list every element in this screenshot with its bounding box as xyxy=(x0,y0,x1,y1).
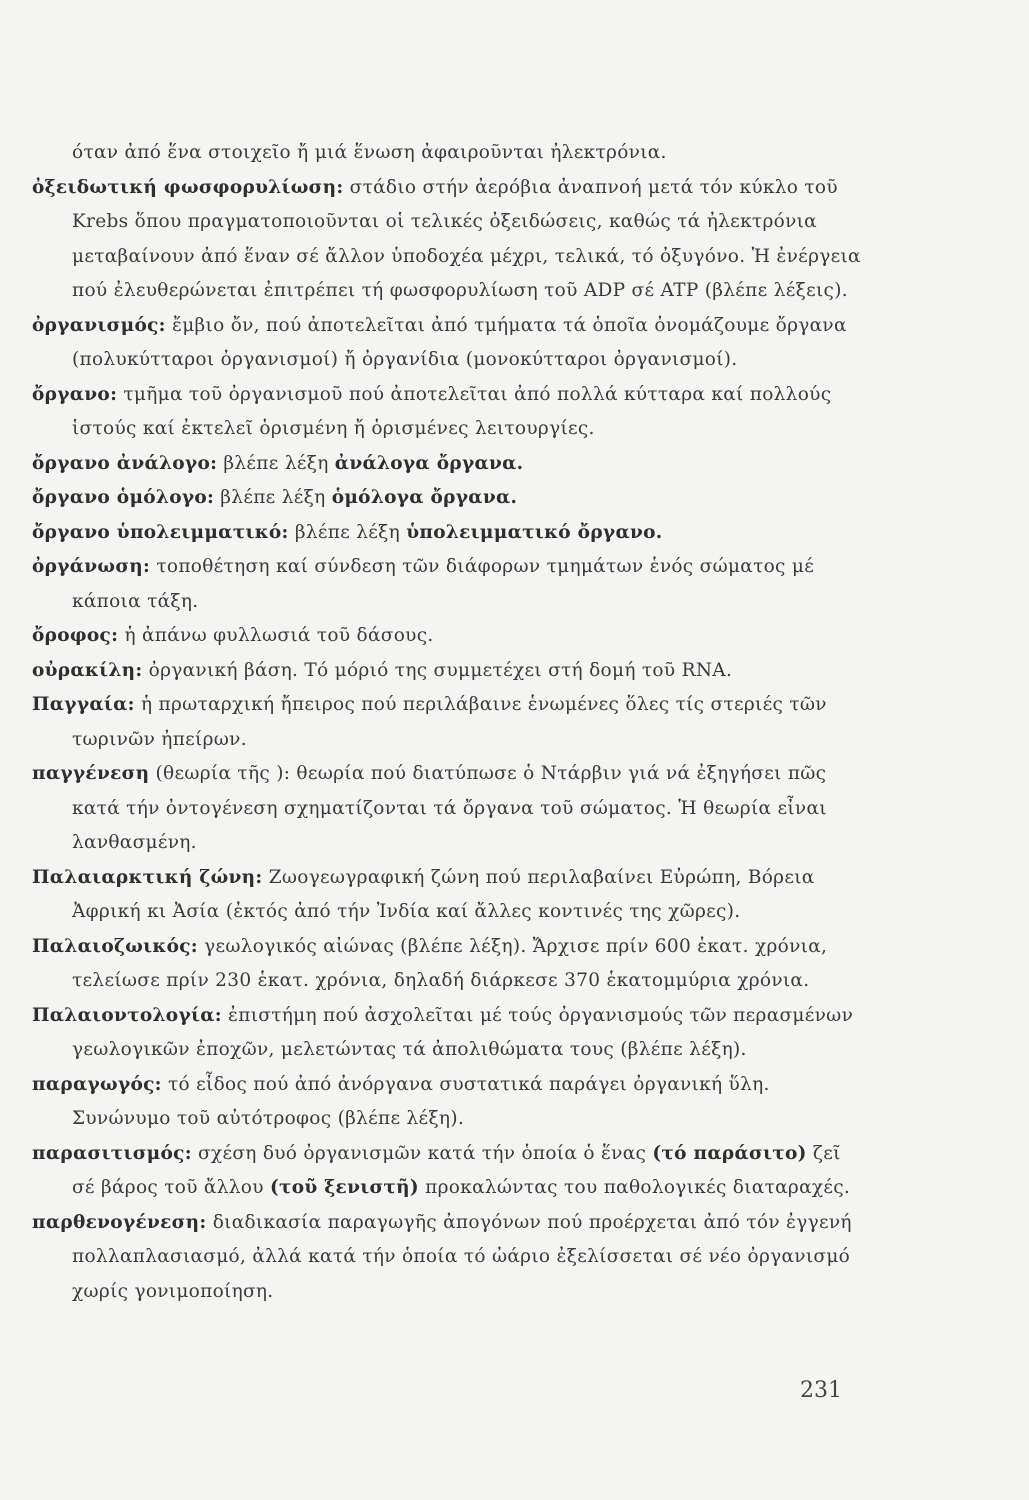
entry-definition: βλέπε λέξη xyxy=(214,487,332,508)
entry-definition: γεωλογικός αἰώνας (βλέπε λέξη). Ἄρχισε πρίν 600 ἑκατ. χρόνια, τελείωσε πρίν 230 ἑκατ. χρόνια, δηλαδή διάρκεσε 370 ἑκατομμύρια χρόνια. xyxy=(72,935,828,991)
entry-definition: ἡ ἀπάνω φυλλωσιά τοῦ δάσους. xyxy=(118,625,434,646)
glossary-entry xyxy=(32,481,862,516)
glossary-entry xyxy=(32,757,862,861)
glossary-entry xyxy=(32,930,862,999)
entry-definition: βλέπε λέξη xyxy=(217,452,335,474)
entry-term: ὀργάνωση: xyxy=(32,556,151,577)
entry-term: Παλαιοζωικός: xyxy=(32,935,198,957)
entry-term: Παγγαία: xyxy=(32,694,135,715)
entry-definition: ζεῖ σέ βάρος τοῦ ἄλλου xyxy=(72,1142,841,1198)
glossary-entry xyxy=(32,171,862,309)
entry-reference: ἀνάλογα ὄργανα. xyxy=(334,452,524,474)
glossary-entry xyxy=(32,516,862,551)
entry-term: παρασιτισμός: xyxy=(32,1142,192,1164)
glossary-entry xyxy=(32,999,862,1068)
glossary-entry xyxy=(32,378,862,447)
entry-term: ὄργανο ἀνάλογο: xyxy=(32,452,218,474)
entry-definition: βλέπε λέξη xyxy=(288,521,407,543)
glossary-entry xyxy=(32,1068,862,1137)
page-number: 231 xyxy=(800,1378,842,1403)
entry-reference: ὁμόλογα ὄργανα. xyxy=(331,487,518,508)
entry-term: οὐρακίλη: xyxy=(32,659,143,681)
entry-definition: ἔμβιο ὄν, πού ἀποτελεῖται ἀπό τμήματα τά ὁποῖα ὀνομάζουμε ὄργανα (πολυκύτταροι ὀργανισμοί) ἤ ὀργανίδια (μονοκύτταροι ὀργανισμοί). xyxy=(72,314,847,370)
entry-term: ὀξειδωτική φωσφορυλίωση: xyxy=(32,176,344,198)
entry-definition: ὀργανική βάση. Τό μόριό της συμμετέχει στή δομή τοῦ RNA. xyxy=(142,659,733,681)
entry-term: παρθενογένεση: xyxy=(32,1211,207,1233)
entry-definition: Ζωογεωγραφική ζώνη πού περιλαβαίνει Εὐρώπη, Βόρεια Ἀφρική κι Ἀσία (ἐκτός ἀπό τήν Ἰνδία καί ἄλλες κοντινές της χῶρες). xyxy=(72,866,815,922)
glossary-entry xyxy=(32,309,862,378)
entry-term: παγγένεση xyxy=(32,763,150,784)
glossary-entry xyxy=(32,861,862,930)
entry-definition: τό εἶδος πού ἀπό ἀνόργανα συστατικά παράγει ὀργανική ὕλη. Συνώνυμο τοῦ αὐτότροφος (βλέπε λέξη). xyxy=(72,1073,770,1129)
entry-definition: ἐπιστήμη πού ἀσχολεῖται μέ τούς ὀργανισμούς τῶν περασμένων γεωλογικῶν ἐποχῶν, μελετώντας τά ἀπολιθώματα τους (βλέπε λέξη). xyxy=(72,1004,854,1060)
entry-term: ὄργανο ὑπολειμματικό: xyxy=(32,521,289,543)
entry-term: ὄργανο: xyxy=(32,383,118,405)
glossary-entry xyxy=(32,1206,862,1310)
entry-definition: προκαλώντας του παθολογικές διαταραχές. xyxy=(418,1177,851,1198)
entry-term: ὀργανισμός: xyxy=(32,314,166,336)
glossary-entry xyxy=(32,654,862,689)
glossary-entry xyxy=(32,550,862,619)
entry-term: Παλαιαρκτική ζώνη: xyxy=(32,866,263,888)
entry-term: παραγωγός: xyxy=(32,1073,162,1095)
entry-definition: σχέση δυό ὀργανισμῶν κατά τήν ὁποία ὁ ἕνας xyxy=(191,1142,653,1164)
entry-reference: (τοῦ ξενιστῆ) xyxy=(269,1177,419,1198)
continued-line: όταν ἀπό ἕνα στοιχεῖο ἤ μιά ἕνωση ἀφαιροῦνται ἠλεκτρόνια. xyxy=(72,142,667,163)
glossary-entry xyxy=(32,447,862,482)
entry-term: ὄργανο ὁμόλογο: xyxy=(32,487,215,508)
entry-term: Παλαιοντολογία: xyxy=(32,1004,222,1026)
entry-definition: (θεωρία τῆς ): θεωρία πού διατύπωσε ὁ Ντάρβιν γιά νά ἐξηγήσει πῶς κατά τήν ὀντογένεση σχηματίζονται τά ὄργανα τοῦ σώματος. Ἡ θεωρία εἶναι λανθασμένη. xyxy=(72,763,827,853)
entry-definition: διαδικασία παραγωγῆς ἀπογόνων πού προέρχεται ἀπό τόν ἐγγενή πολλαπλασιασμό, ἀλλά κατά τήν ὁποία τό ὠάριο ἐξελίσσεται σέ νέο ὀργανισμό χωρίς γονιμοποίηση. xyxy=(72,1211,852,1302)
entry-definition: τμῆμα τοῦ ὀργανισμοῦ πού ἀποτελεῖται ἀπό πολλά κύτταρα καί πολλούς ἱστούς καί ἐκτελεῖ ὁρισμένη ἤ ὁρισμένες λειτουργίες. xyxy=(72,383,832,439)
glossary-entries xyxy=(32,171,862,1310)
entry-reference: ὑπολειμματικό ὄργανο. xyxy=(406,521,663,543)
entry-term: ὄροφος: xyxy=(32,625,119,646)
glossary-entry xyxy=(32,688,862,757)
glossary-body xyxy=(32,136,862,1309)
glossary-entry xyxy=(32,1137,862,1206)
entry-definition: ἡ πρωταρχική ἤπειρος πού περιλάβαινε ἑνωμένες ὅλες τίς στεριές τῶν τωρινῶν ἠπείρων. xyxy=(72,694,827,750)
entry-definition: τοποθέτηση καί σύνδεση τῶν διάφορων τμημάτων ἑνός σώματος μέ κάποια τάξη. xyxy=(72,556,815,612)
entry-reference: (τό παράσιτο) xyxy=(652,1142,807,1164)
glossary-entry xyxy=(32,619,862,654)
entry-definition: στάδιο στήν ἀερόβια ἀναπνοή μετά τόν κύκλο τοῦ Krebs ὅπου πραγματοποιοῦνται οἱ τελικές ὀξειδώσεις, καθώς τά ἠλεκτρόνια μεταβαίνουν ἀπό ἕναν σέ ἄλλον ὑποδοχέα μέχρι, τελικά, τό ὀξυγόνο. Ἡ ἐνέργεια πού ἐλευθερώνεται ἐπιτρέπει τή φωσφορυλίωση τοῦ ADP σέ ATP (βλέπε λέξεις). xyxy=(72,176,861,301)
